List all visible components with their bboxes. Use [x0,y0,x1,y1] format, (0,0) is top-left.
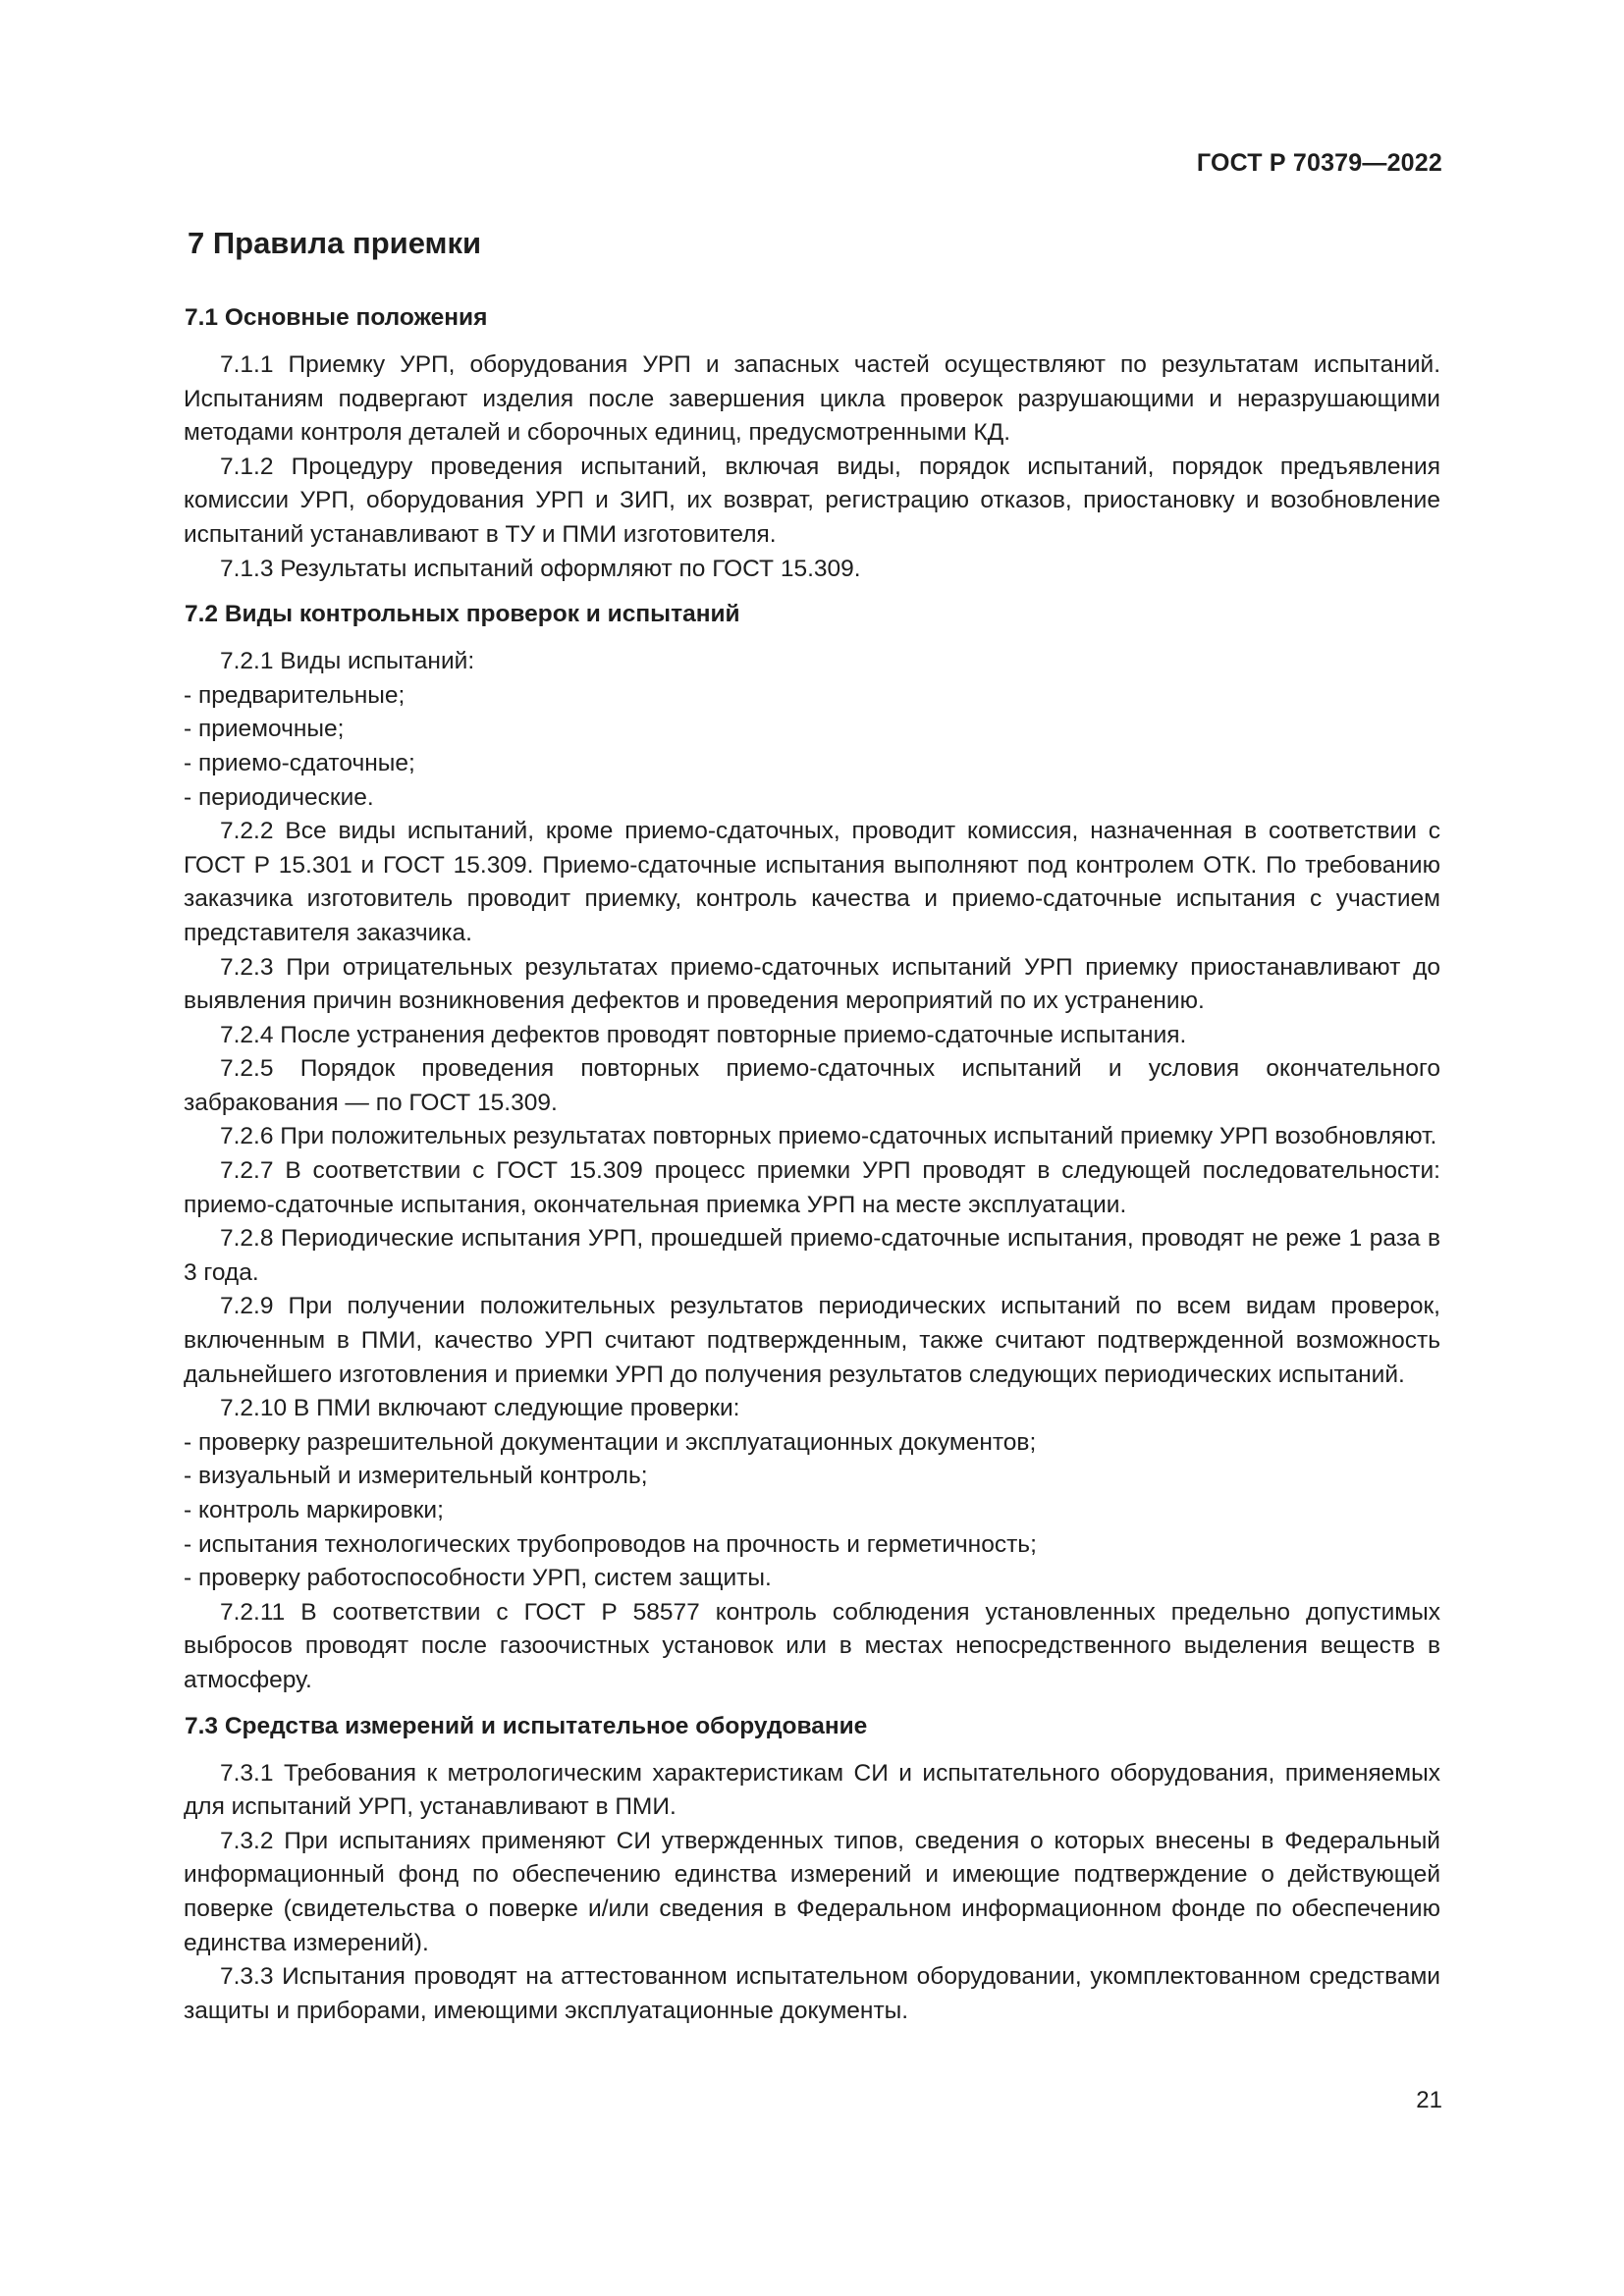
list-item: - приемо-сдаточные; [184,749,415,776]
clause-7-2-10: 7.2.10 В ПМИ включают следующие проверки: [220,1395,740,1422]
clause-7-2-3: 7.2.3 При отрицательных результатах приемо-сдаточных испытаний УРП приемку приостанавливают до выявления причин возникновения дефектов и проведения мероприятий по их устранению. [184,953,1440,1015]
document-code: ГОСТ Р 70379—2022 [1196,149,1442,177]
list-item: - периодические. [184,783,374,811]
clause-7-3-2: 7.3.2 При испытаниях применяют СИ утвержденных типов, сведения о которых внесены в Федеральный информационный фонд по обеспечению единства измерений и имеющие подтверждение о действующей поверке (свидетельства о поверке и/или сведения в Федеральном информационном фонде по обеспечению единства измерений). [184,1827,1440,1956]
clause-7-2-11: 7.2.11 В соответствии с ГОСТ Р 58577 контроль соблюдения установленных предельно допустимых выбросов проводят после газоочистных установок или в местах непосредственного выделения веществ в атмосферу. [184,1598,1440,1693]
page-number: 21 [1416,2087,1442,2113]
clause-7-2-5: 7.2.5 Порядок проведения повторных приемо-сдаточных испытаний и условия окончательного забракования — по ГОСТ 15.309. [184,1055,1440,1116]
subsection-title-7-3: 7.3 Средства измерений и испытательное оборудование [185,1712,868,1739]
list-item: - контроль маркировки; [184,1497,444,1523]
clause-7-2-9: 7.2.9 При получении положительных результатов периодических испытаний по всем видам проверок, включенным в ПМИ, качество УРП считают подтвержденным, также считают подтвержденной возможность дальнейшего изготовления и приемки УРП до получения результатов следующих периодических испытаний. [184,1293,1440,1388]
section-title: 7 Правила приемки [188,226,482,260]
page-body [184,224,1440,2028]
list-item: - приемочные; [184,716,345,743]
clause-7-1-1: 7.1.1 Приемку УРП, оборудования УРП и запасных частей осуществляют по результатам испытаний. Испытаниям подвергают изделия после завершения цикла проверок разрушающими и неразрушающими методами контроля деталей и сборочных единиц, предусмотренными КД. [184,351,1440,447]
list-item: - предварительные; [184,681,406,709]
clause-7-2-1: 7.2.1 Виды испытаний: [220,648,475,675]
clause-7-2-2: 7.2.2 Все виды испытаний, кроме приемо-сдаточных, проводит комиссия, назначенная в соответствии с ГОСТ Р 15.301 и ГОСТ 15.309. Приемо-сдаточные испытания выполняют под контролем ОТК. По требованию заказчика изготовитель проводит приемку, контроль качества и приемо-сдаточные испытания с участием представителя заказчика. [184,818,1440,946]
clause-7-2-7: 7.2.7 В соответствии с ГОСТ 15.309 процесс приемки УРП проводят в следующей последовательности: приемо-сдаточные испытания, окончательная приемка УРП на месте эксплуатации. [184,1157,1440,1218]
clause-7-3-1: 7.3.1 Требования к метрологическим характеристикам СИ и испытательного оборудования, применяемых для испытаний УРП, устанавливают в ПМИ. [184,1759,1440,1821]
pmi-checks-list [184,1426,1440,1596]
subsection-title-7-2: 7.2 Виды контрольных проверок и испытаний [185,601,740,628]
clause-7-2-4: 7.2.4 После устранения дефектов проводят повторные приемо-сдаточные испытания. [220,1021,1187,1048]
list-item: - визуальный и измерительный контроль; [184,1463,648,1490]
list-item: - проверку работоспособности УРП, систем защиты. [184,1565,772,1592]
clause-7-3-3: 7.3.3 Испытания проводят на аттестованном испытательном оборудовании, укомплектованном средствами защиты и приборами, имеющими эксплуатационные документы. [184,1963,1440,2024]
list-item: - проверку разрешительной документации и эксплуатационных документов; [184,1428,1037,1456]
subsection-title-7-1: 7.1 Основные положения [185,304,488,331]
clause-7-1-2: 7.1.2 Процедуру проведения испытаний, включая виды, порядок испытаний, порядок предъявления комиссии УРП, оборудования УРП и ЗИП, их возврат, регистрацию отказов, приостановку и возобновление испытаний устанавливают в ТУ и ПМИ изготовителя. [184,453,1440,548]
clause-7-1-3: 7.1.3 Результаты испытаний оформляют по ГОСТ 15.309. [220,555,861,582]
test-types-list [184,679,1440,815]
clause-7-2-6: 7.2.6 При положительных результатах повторных приемо-сдаточных испытаний приемку УРП возобновляют. [220,1123,1437,1150]
list-item: - испытания технологических трубопроводов на прочность и герметичность; [184,1530,1037,1558]
clause-7-2-8: 7.2.8 Периодические испытания УРП, прошедшей приемо-сдаточные испытания, проводят не реже 1 раза в 3 года. [184,1225,1440,1286]
